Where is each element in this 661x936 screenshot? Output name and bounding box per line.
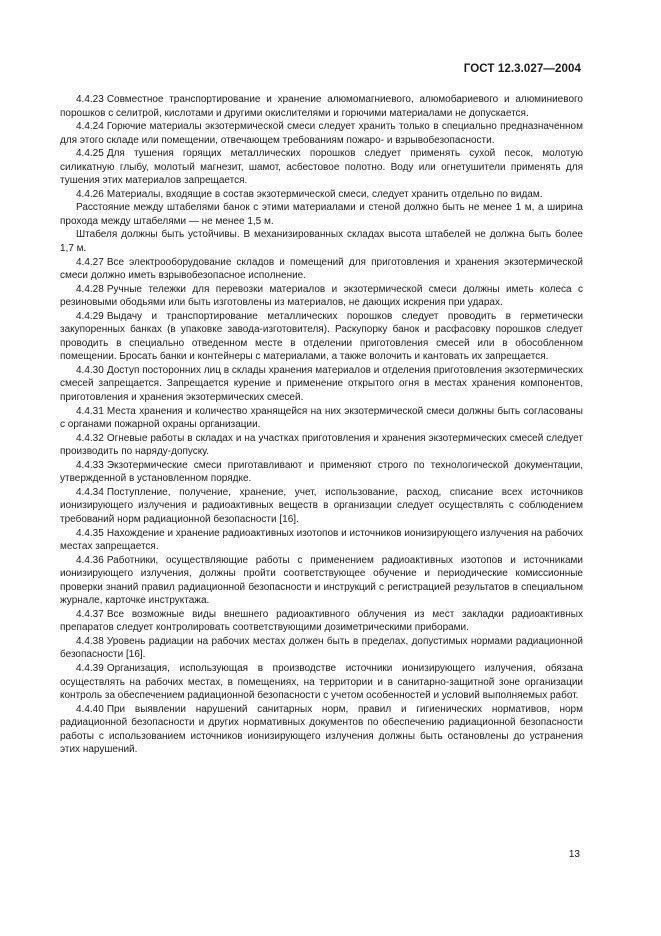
clause-number: 4.4.24: [76, 121, 104, 133]
document-body: [60, 93, 583, 757]
clause-number: 4.4.27: [76, 256, 104, 268]
paragraph-4-4-40: [60, 703, 583, 757]
paragraph-4-4-38: [60, 635, 583, 662]
clause-number: 4.4.26: [76, 188, 104, 200]
clause-text: Штабеля должны быть устойчивы. В механизированных складах высота штабелей не должна быть более 1,7 м.: [60, 229, 583, 255]
clause-number: 4.4.28: [76, 283, 104, 295]
clause-text: Все возможные виды внешнего радиоактивного облучения из мест закладки радиоактивных препаратов следует контролировать соответствующими дозиметрическими приборами.: [60, 608, 583, 634]
paragraph-4-4-37: [60, 608, 583, 635]
clause-text: Доступ посторонних лиц в склады хранения материалов и отделения приготовления экзотермических смесей запрещается. Запрещается курение и применение открытого огня в местах хранения компонентов, приготовления и хранения экзотермических смесей.: [60, 364, 583, 404]
paragraph-4-4-33: [60, 459, 583, 486]
standard-code-header: ГОСТ 12.3.027—2004: [463, 63, 581, 75]
clause-text: Горючие материалы экзотермической смеси следует хранить только в специально предназначенном для этого складе или помещении, отвечающем требованиям пожаро- и взрывобезопасности.: [60, 121, 583, 146]
clause-number: 4.4.34: [76, 486, 104, 498]
paragraph-4-4-25: [60, 147, 583, 188]
paragraph-4-4-35: [60, 527, 583, 554]
clause-number: 4.4.38: [76, 635, 104, 647]
paragraph-4-4-31: [60, 405, 583, 432]
clause-text: Все электрооборудование складов и помещений для приготовления и хранения экзотермической смеси должно иметь взрывобезопасное исполнение.: [60, 256, 583, 282]
clause-text: Совместное транспортирование и хранение алюмомагниевого, алюмобариевого и алюминиевого порошков с селитрой, кислотами и другими окислителями и горючими материалами не допускается.: [60, 94, 583, 119]
paragraph-4-4-26-distance: [60, 201, 583, 228]
clause-text: Выдачу и транспортирование металлических порошков следует проводить в герметически закупоренных банках (в упаковке завода-изготовителя). Раскупорку банок и расфасовку порошков следует проводить в специально отведенном месте в отделении приготовления смесей или в обособленном помещении. Бросать банки и контейнеры с материалами, а также волочить и кантовать их запрещается.: [60, 310, 583, 363]
clause-text: Ручные тележки для перевозки материалов и экзотермической смеси должны иметь колеса с резиновыми ободьями или быть изготовлены из материалов, не дающих искрения при ударах.: [60, 283, 583, 309]
clause-number: 4.4.37: [76, 608, 104, 620]
clause-text: Организация, использующая в производстве источники ионизирующего излучения, обязана осуществлять на рабочих местах, в помещениях, на территории и в санитарно-защитной зоне организации контроль за обеспечением радиационной безопасности с учетом особенностей и условий выполняемых работ.: [60, 662, 583, 702]
clause-number: 4.4.25: [76, 148, 104, 160]
paragraph-4-4-29: [60, 310, 583, 364]
paragraph-4-4-26-stacks: [60, 228, 583, 255]
paragraph-4-4-30: [60, 364, 583, 405]
clause-number: 4.4.36: [76, 554, 104, 566]
paragraph-4-4-32: [60, 432, 583, 459]
clause-text: При выявлении нарушений санитарных норм, правил и гигиенических нормативов, норм радиационной безопасности и других нормативных документов по обеспечению радиационной безопасности работы с использованием источников ионизирующего излучения должны быть остановлены до устранения этих нарушений.: [60, 703, 583, 756]
paragraph-4-4-36: [60, 554, 583, 608]
clause-number: 4.4.35: [76, 527, 104, 539]
clause-text: Уровень радиации на рабочих местах должен быть в пределах, допустимых нормами радиационной безопасности [16].: [60, 635, 583, 661]
clause-text: Экзотермические смеси приготавливают и применяют строго по технологической документации, утвержденной в установленном порядке.: [60, 459, 583, 485]
paragraph-4-4-27: [60, 256, 583, 283]
clause-number: 4.4.39: [76, 662, 104, 674]
clause-number: 4.4.29: [76, 310, 104, 322]
clause-text: Для тушения горящих металлических порошков следует применять сухой песок, молотую силикатную глыбу, молотый магнезит, шамот, асбестовое полотно. Воду или огнетушители применять для тушения этих материалов запрещается.: [60, 148, 583, 187]
clause-text: Работники, осуществляющие работы с применением радиоактивных изотопов и источниками ионизирующего излучения, должны пройти соответствующее обучение и периодические комиссионные проверки знаний правил радиационной безопасности и инструкций с регистрацией результатов в специальном журнале, карточке инструктажа.: [60, 554, 583, 607]
paragraph-4-4-34: [60, 486, 583, 527]
page-number: 13: [568, 849, 580, 860]
paragraph-4-4-39: [60, 662, 583, 703]
clause-text: Расстояние между штабелями банок с этими материалами и стеной должно быть не менее 1 м, а ширина прохода между штабелями — не менее 1,5 м.: [60, 202, 583, 227]
clause-number: 4.4.40: [76, 703, 104, 715]
clause-number: 4.4.23: [76, 94, 104, 105]
clause-text: Огневые работы в складах и на участках приготовления и хранения экзотермических смесей следует производить по наряду-допуску.: [60, 432, 583, 458]
clause-text: Материалы, входящие в состав экзотермической смеси, следует хранить отдельно по видам.: [106, 188, 543, 200]
clause-number: 4.4.30: [76, 364, 104, 376]
paragraph-4-4-26: [60, 188, 583, 202]
clause-number: 4.4.33: [76, 459, 104, 471]
paragraph-4-4-28: [60, 283, 583, 310]
paragraph-4-4-24: [60, 120, 583, 147]
clause-text: Поступление, получение, хранение, учет, использование, расход, списание всех источников ионизирующего излучения и радиоактивных веществ в организации следует осуществлять с соблюдением требований норм радиационной безопасности [16].: [60, 486, 583, 525]
paragraph-4-4-23: [60, 93, 583, 120]
clause-text: Места хранения и количество хранящейся на них экзотермической смеси должны быть согласованы с органами пожарной охраны организации.: [60, 405, 583, 431]
clause-number: 4.4.32: [76, 432, 104, 444]
clause-number: 4.4.31: [76, 405, 104, 417]
clause-text: Нахождение и хранение радиоактивных изотопов и источников ионизирующего излучения на рабочих местах запрещается.: [60, 527, 583, 553]
